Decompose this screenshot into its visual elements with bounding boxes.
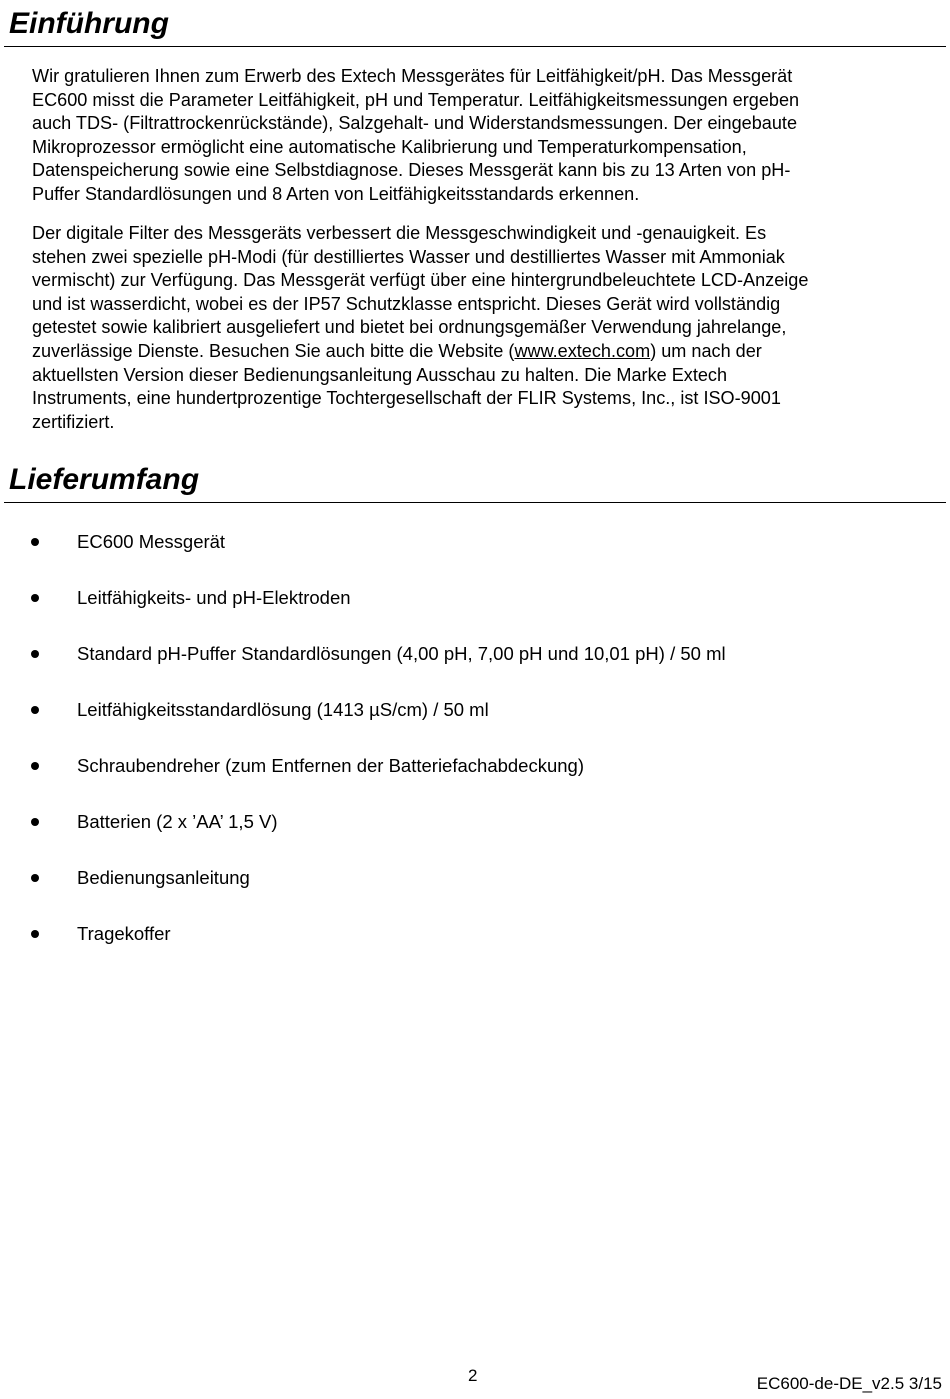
delivery-contents-list [0, 527, 950, 975]
bullet-icon [31, 706, 39, 714]
intro-paragraph-1 [32, 65, 912, 207]
paragraph-line: EC600 misst die Parameter Leitfähigkeit, pH und Temperatur. Leitfähigkeitsmessungen ergeben [32, 89, 800, 110]
paragraph-line: Wir gratulieren Ihnen zum Erwerb des Extech Messgerätes für Leitfähigkeit/pH. Das Messgerät [32, 66, 793, 86]
list-item-text: Batterien (2 x ’AA’ 1,5 V) [77, 811, 278, 832]
list-item-text: Tragekoffer [77, 923, 171, 944]
list-item [0, 807, 950, 863]
paragraph-line: stehen zwei spezielle pH-Modi (für destilliertes Wasser und destilliertes Wasser mit Ammoniak [32, 246, 785, 267]
paragraph-line-prefix: zuverlässige Dienste. Besuchen Sie auch bitte die Website ( [32, 340, 515, 361]
website-link[interactable]: www.extech.com [514, 340, 651, 361]
document-id: EC600-de-DE_v2.5 3/15 [756, 1374, 942, 1393]
bullet-icon [31, 818, 39, 826]
list-item-text: Schraubendreher (zum Entfernen der Batteriefachabdeckung) [77, 755, 584, 776]
list-item [0, 639, 950, 695]
paragraph-line: Datenspeicherung sowie eine Selbstdiagnose. Dieses Messgerät kann bis zu 13 Arten von pH- [32, 160, 791, 181]
paragraph-line: vermischt) zur Verfügung. Das Messgerät verfügt über eine hintergrundbeleuchtete LCD-Anzeige [32, 270, 809, 291]
paragraph-line: Puffer Standardlösungen und 8 Arten von Leitfähigkeitsstandards erkennen. [32, 183, 640, 204]
bullet-icon [31, 594, 39, 602]
section-heading-einfuehrung: Einführung [4, 7, 946, 47]
list-item [0, 583, 950, 639]
paragraph-line: getestet sowie kalibriert ausgeliefert und bietet bei ordnungsgemäßer Verwendung jahrelange, [32, 317, 787, 338]
list-item [0, 919, 950, 975]
list-item [0, 863, 950, 919]
section-heading-lieferumfang: Lieferumfang [4, 463, 946, 503]
bullet-icon [31, 538, 39, 546]
list-item-text: Bedienungsanleitung [77, 867, 250, 888]
bullet-icon [31, 930, 39, 938]
paragraph-line: Mikroprozessor ermöglicht eine automatische Kalibrierung und Temperaturkompensation, [32, 136, 747, 157]
list-item-text: Leitfähigkeits- und pH-Elektroden [77, 587, 351, 608]
page-number: 2 [468, 1366, 478, 1385]
paragraph-line: und ist wasserdicht, wobei es der IP57 Schutzklasse entspricht. Dieses Gerät wird vollständig [32, 293, 781, 314]
paragraph-line: auch TDS- (Filtrattrockenrückstände), Salzgehalt- und Widerstandsmessungen. Der eingebaute [32, 113, 798, 134]
paragraph-line: zertifiziert. [32, 411, 115, 432]
paragraph-line: Instruments, eine hundertprozentige Tochtergesellschaft der FLIR Systems, Inc., ist ISO-9001 [32, 388, 781, 409]
paragraph-line: Der digitale Filter des Messgeräts verbessert die Messgeschwindigkeit und -genauigkeit. Es [32, 223, 767, 243]
bullet-icon [31, 762, 39, 770]
paragraph-line-suffix: ) um nach der [650, 340, 762, 361]
list-item-text: EC600 Messgerät [77, 531, 226, 552]
list-item-text: Standard pH-Puffer Standardlösungen (4,00 pH, 7,00 pH und 10,01 pH) / 50 ml [77, 643, 726, 664]
intro-paragraph-2 [32, 222, 912, 434]
list-item-text: Leitfähigkeitsstandardlösung (1413 µS/cm) / 50 ml [77, 699, 489, 720]
list-item [0, 527, 950, 583]
bullet-icon [31, 650, 39, 658]
list-item [0, 695, 950, 751]
list-item [0, 751, 950, 807]
paragraph-line: aktuellsten Version dieser Bedienungsanleitung Ausschau zu halten. Die Marke Extech [32, 364, 728, 385]
bullet-icon [31, 874, 39, 882]
